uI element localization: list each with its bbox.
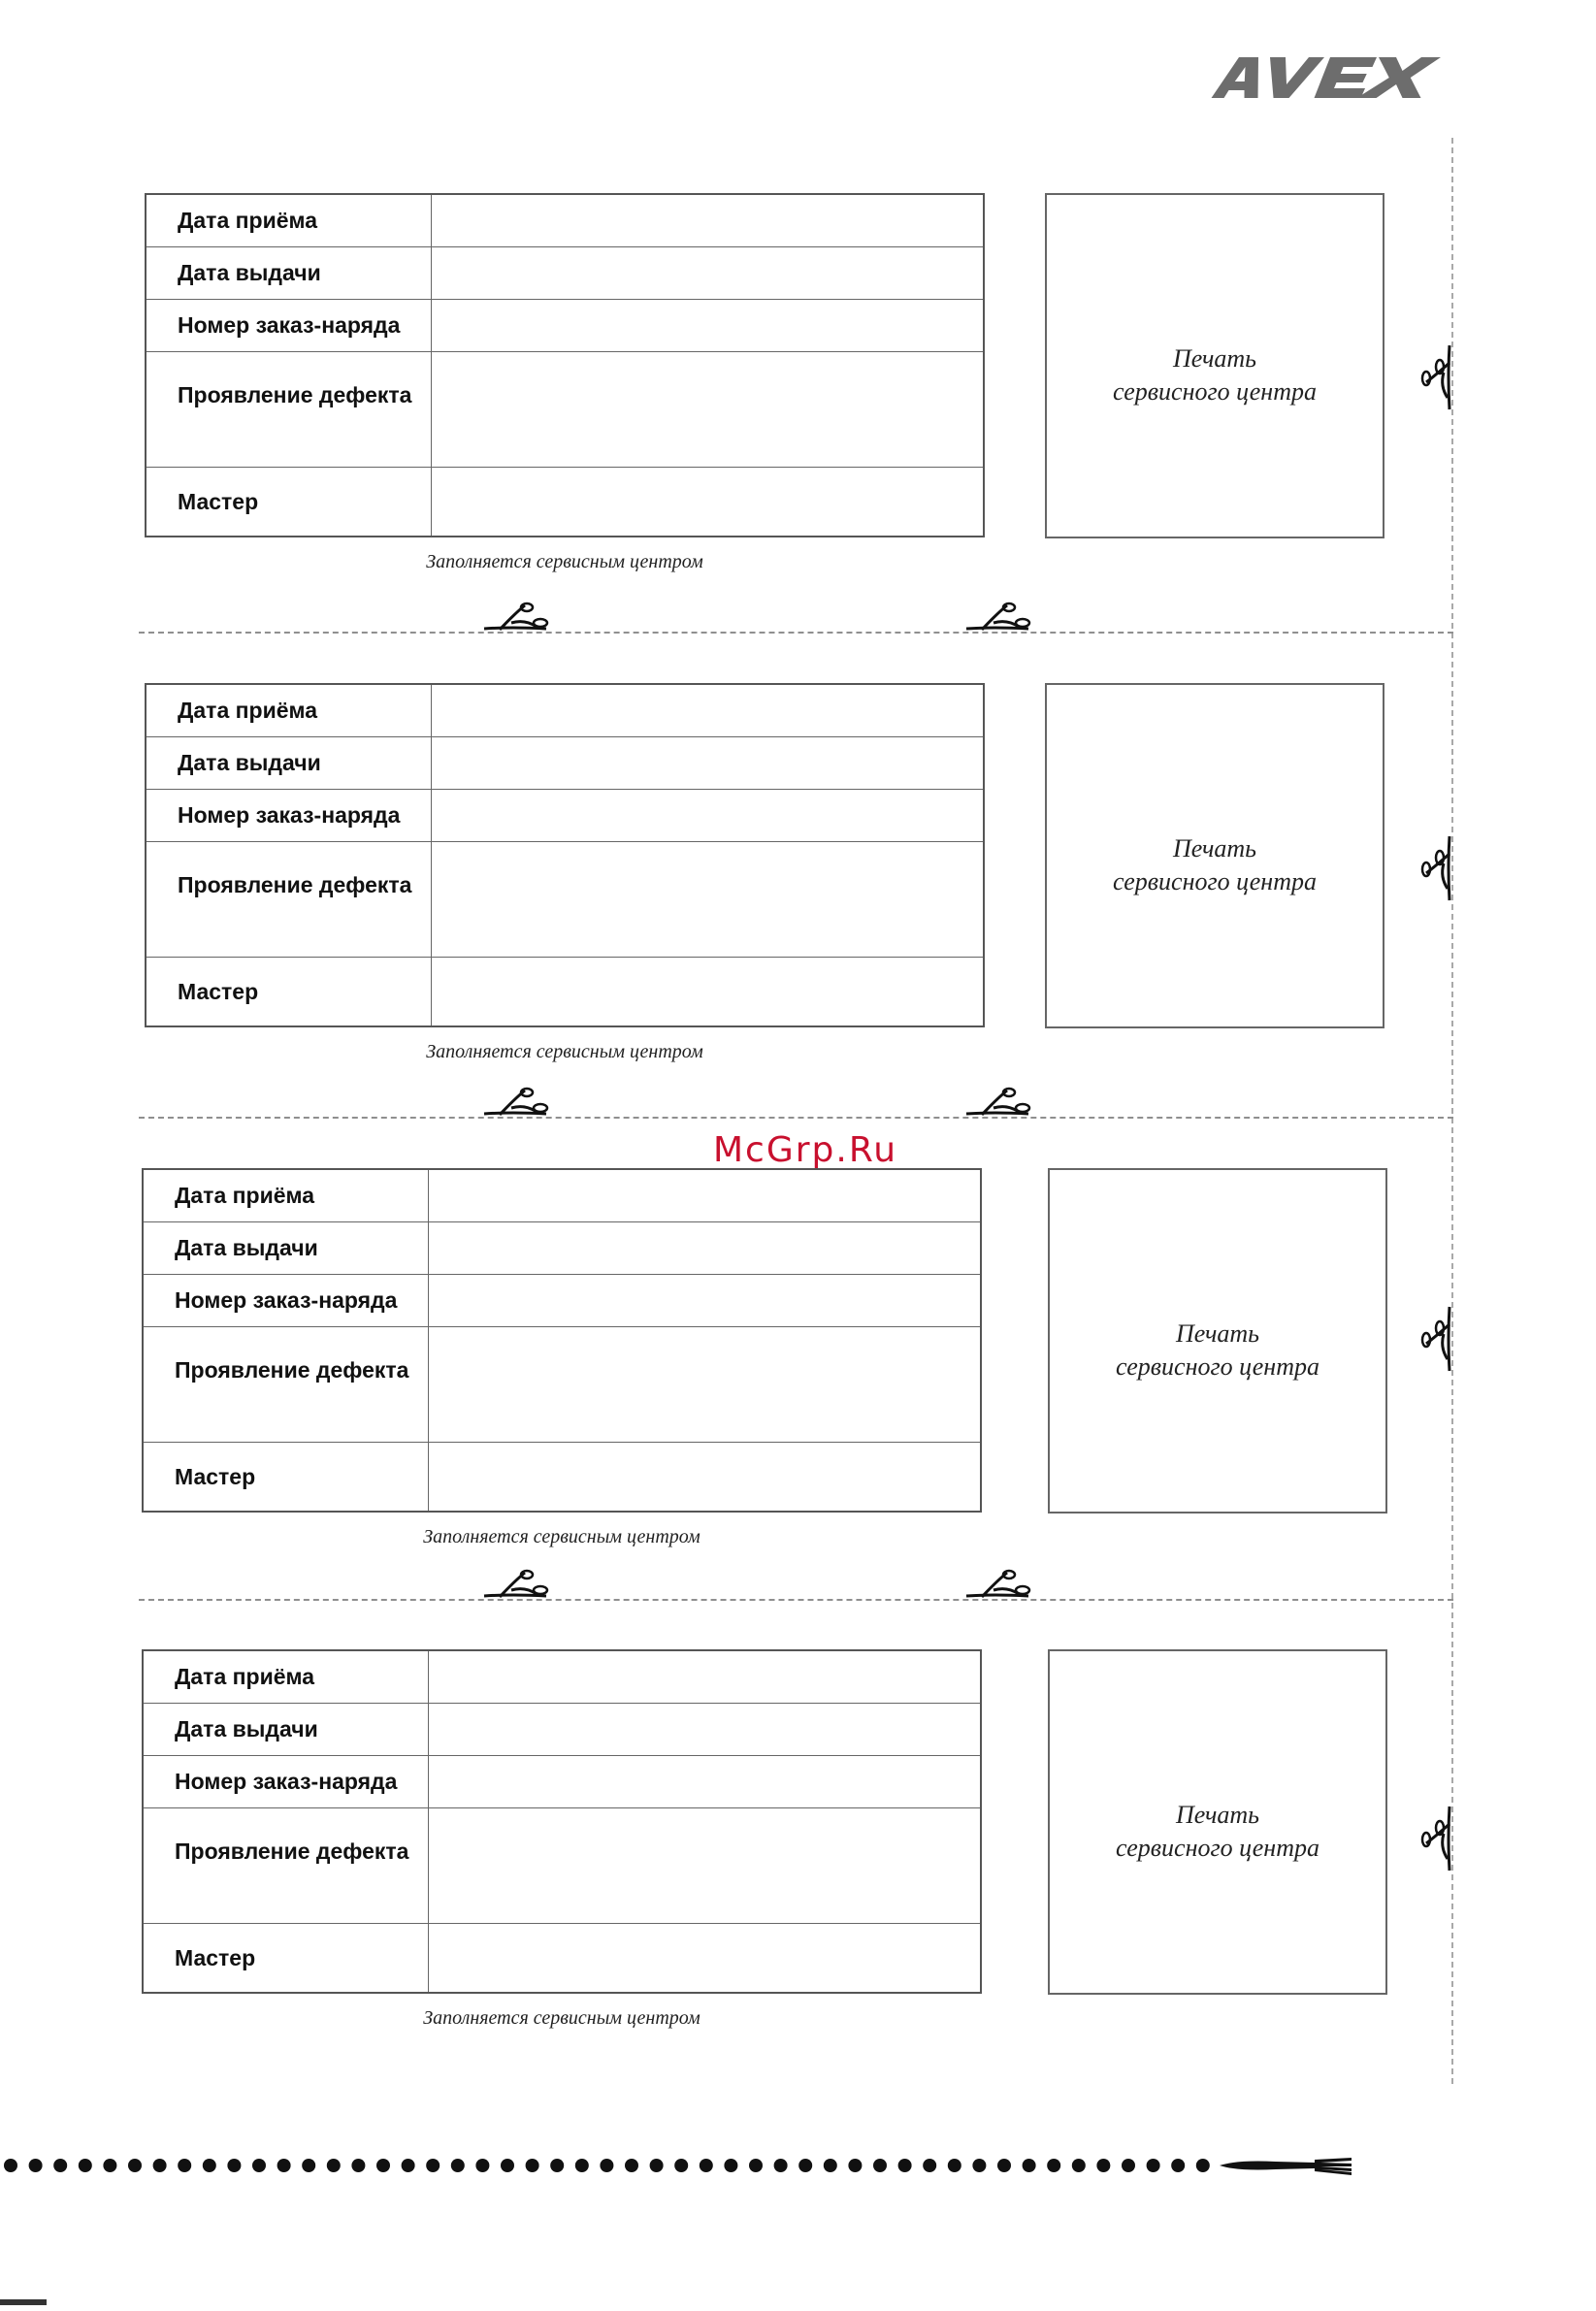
stamp-line: сервисного центра — [1116, 1834, 1319, 1862]
stamp-box — [1048, 1649, 1387, 1995]
footer-dot — [1122, 2159, 1135, 2172]
footer-dot — [972, 2159, 986, 2172]
row-label: Мастер — [146, 468, 431, 537]
footer-dot — [351, 2159, 365, 2172]
value-cell[interactable] — [428, 1275, 981, 1327]
value-cell[interactable] — [428, 1704, 981, 1756]
footer-dot — [824, 2159, 837, 2172]
row-label: Дата выдачи — [146, 247, 431, 300]
value-cell[interactable] — [431, 352, 984, 468]
footer-dot — [4, 2159, 17, 2172]
value-cell[interactable] — [431, 790, 984, 842]
watermark: McGrp.Ru — [712, 1130, 898, 1170]
footer-dot — [948, 2159, 961, 2172]
value-cell[interactable] — [431, 468, 984, 537]
row-label: Дата приёма — [146, 684, 431, 737]
service-note: Заполняется сервисным центром — [426, 551, 703, 572]
arrow-icon — [1218, 2152, 1353, 2179]
row-label: Мастер — [146, 958, 431, 1027]
footer-dot — [29, 2159, 43, 2172]
footer-dot — [923, 2159, 936, 2172]
footer-dot — [575, 2159, 589, 2172]
footer-dot — [1072, 2159, 1086, 2172]
footer-dot — [848, 2159, 862, 2172]
stamp-line: Печать — [1173, 344, 1256, 373]
stamp-line: сервисного центра — [1113, 377, 1317, 406]
footer-dot — [798, 2159, 812, 2172]
footer-dot — [252, 2159, 266, 2172]
row-label: Номер заказ-наряда — [146, 790, 431, 842]
scissors-icon — [1418, 343, 1453, 411]
footer-dot — [1023, 2159, 1036, 2172]
footer-dot — [402, 2159, 415, 2172]
brand-logo — [1201, 53, 1463, 102]
footer-dot — [600, 2159, 613, 2172]
footer-dot — [426, 2159, 440, 2172]
footer-dot — [625, 2159, 638, 2172]
footer-dot — [898, 2159, 912, 2172]
value-cell[interactable] — [428, 1327, 981, 1443]
stamp-line: Печать — [1173, 834, 1256, 863]
row-label: Проявление дефекта — [143, 1808, 428, 1924]
row-label: Мастер — [143, 1443, 428, 1513]
scissors-icon — [964, 1085, 1032, 1118]
footer-dot — [526, 2159, 539, 2172]
footer-dot — [873, 2159, 887, 2172]
footer-dot — [327, 2159, 341, 2172]
footer-dot — [501, 2159, 514, 2172]
footer-dot — [550, 2159, 564, 2172]
footer-dot — [475, 2159, 489, 2172]
stamp-line: Печать — [1176, 1319, 1259, 1348]
row-label: Номер заказ-наряда — [146, 300, 431, 352]
value-cell[interactable] — [428, 1222, 981, 1275]
stamp-box — [1045, 683, 1384, 1028]
service-note: Заполняется сервисным центром — [423, 2007, 700, 2029]
footer-dot — [376, 2159, 390, 2172]
row-label: Проявление дефекта — [146, 352, 431, 468]
service-form-table — [145, 193, 985, 537]
footer-dot — [302, 2159, 315, 2172]
value-cell[interactable] — [431, 958, 984, 1027]
stamp-box — [1045, 193, 1384, 538]
footer-dot — [724, 2159, 737, 2172]
scissors-icon — [964, 1567, 1032, 1600]
value-cell[interactable] — [428, 1169, 981, 1222]
footer-dot — [749, 2159, 763, 2172]
footer-dot — [203, 2159, 216, 2172]
corner-mark — [0, 2299, 47, 2305]
footer-dot — [277, 2159, 291, 2172]
row-label: Дата выдачи — [143, 1222, 428, 1275]
footer-dot — [79, 2159, 92, 2172]
value-cell[interactable] — [428, 1443, 981, 1513]
vertical-cut-line — [1451, 138, 1453, 2084]
row-label: Дата приёма — [143, 1169, 428, 1222]
value-cell[interactable] — [431, 842, 984, 958]
value-cell[interactable] — [428, 1756, 981, 1808]
footer-dot — [53, 2159, 67, 2172]
footer-dot — [103, 2159, 116, 2172]
horizontal-cut-line — [139, 1599, 1453, 1601]
scissors-icon — [1418, 834, 1453, 902]
footer-dot — [700, 2159, 713, 2172]
service-form-table — [145, 683, 985, 1027]
row-label: Мастер — [143, 1924, 428, 1994]
value-cell[interactable] — [431, 194, 984, 247]
horizontal-cut-line — [139, 1117, 1453, 1119]
value-cell[interactable] — [431, 247, 984, 300]
service-note: Заполняется сервисным центром — [426, 1041, 703, 1062]
service-note: Заполняется сервисным центром — [423, 1526, 700, 1547]
row-label: Проявление дефекта — [146, 842, 431, 958]
service-form-table — [142, 1168, 982, 1513]
footer-dot — [774, 2159, 788, 2172]
scissors-icon — [964, 600, 1032, 633]
stamp-line: Печать — [1176, 1801, 1259, 1829]
value-cell[interactable] — [428, 1808, 981, 1924]
row-label: Дата приёма — [143, 1650, 428, 1704]
scissors-icon — [1418, 1305, 1453, 1373]
footer-dot — [128, 2159, 142, 2172]
footer-dot — [1171, 2159, 1185, 2172]
value-cell[interactable] — [428, 1924, 981, 1994]
stamp-box — [1048, 1168, 1387, 1514]
service-form-table — [142, 1649, 982, 1994]
row-label: Дата выдачи — [146, 737, 431, 790]
scissors-icon — [1418, 1805, 1453, 1872]
footer-dot — [1196, 2159, 1210, 2172]
footer-dot — [674, 2159, 688, 2172]
footer-dot — [227, 2159, 241, 2172]
footer-dot — [178, 2159, 191, 2172]
row-label: Проявление дефекта — [143, 1327, 428, 1443]
footer-dot — [1047, 2159, 1060, 2172]
row-label: Дата выдачи — [143, 1704, 428, 1756]
value-cell[interactable] — [431, 684, 984, 737]
footer-dot — [997, 2159, 1011, 2172]
footer-dot — [1096, 2159, 1110, 2172]
row-label: Дата приёма — [146, 194, 431, 247]
scissors-icon — [482, 1085, 550, 1118]
footer-dot — [153, 2159, 167, 2172]
horizontal-cut-line — [139, 632, 1453, 634]
footer-dot — [1147, 2159, 1160, 2172]
footer-dot — [650, 2159, 664, 2172]
value-cell[interactable] — [428, 1650, 981, 1704]
footer-dots — [0, 2154, 1222, 2177]
value-cell[interactable] — [431, 300, 984, 352]
stamp-line: сервисного центра — [1116, 1352, 1319, 1381]
row-label: Номер заказ-наряда — [143, 1756, 428, 1808]
scissors-icon — [482, 600, 550, 633]
stamp-line: сервисного центра — [1113, 867, 1317, 895]
value-cell[interactable] — [431, 737, 984, 790]
footer-dot — [451, 2159, 465, 2172]
row-label: Номер заказ-наряда — [143, 1275, 428, 1327]
scissors-icon — [482, 1567, 550, 1600]
